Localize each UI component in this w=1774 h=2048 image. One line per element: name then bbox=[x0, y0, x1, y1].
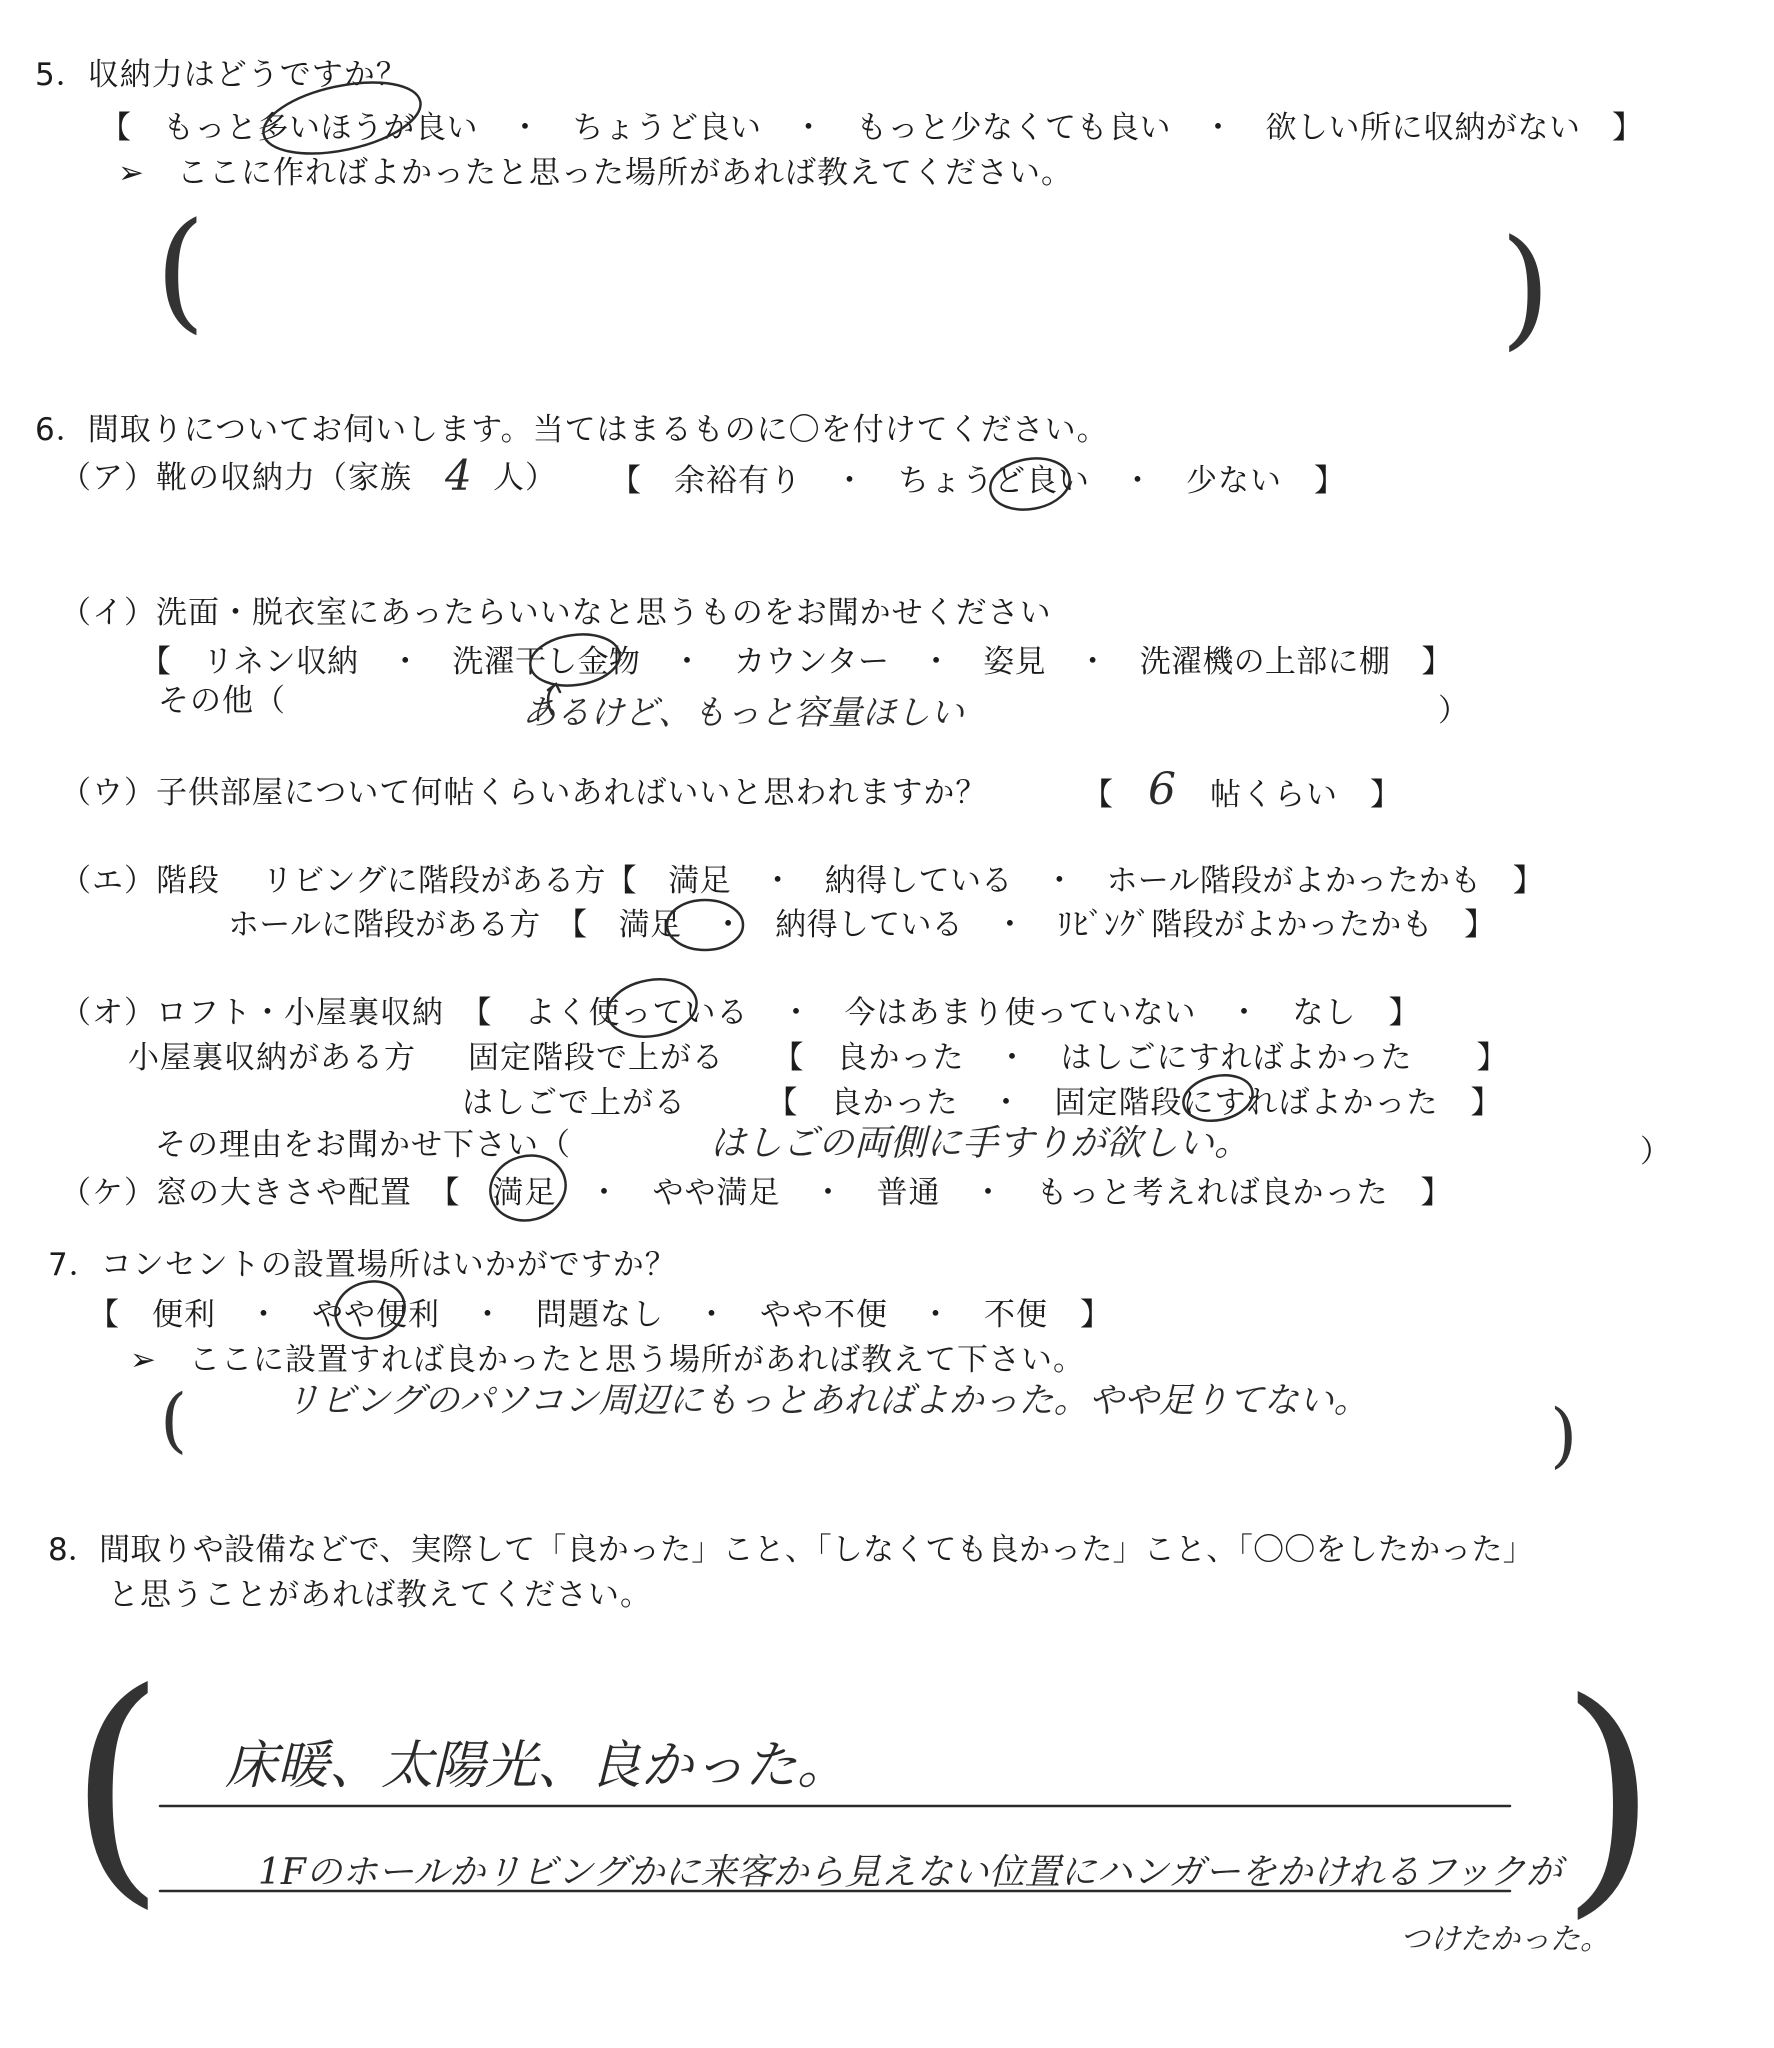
q5-answer-open-bracket: ( bbox=[155, 194, 206, 346]
q6-u-label: （ウ）子供部屋について何帖くらいあればいいと思われますか？ bbox=[60, 775, 988, 811]
q6-o-reason-answer: はしごの両側に手すりが欲しい。 bbox=[710, 1123, 1251, 1164]
q7-options: 【 便利 ・ やや便利 ・ 問題なし ・ やや不便 ・ 不便 】 bbox=[88, 1297, 1112, 1333]
q7-answer-open-bracket: ( bbox=[160, 1379, 188, 1461]
q6-e-hall: ホールに階段がある方 【 満足 ・ 納得している ・ ﾘﾋﾞﾝｸﾞ階段がよかったかも 】 bbox=[228, 907, 1496, 943]
q5-options: 【 もっと多いほうが良い ・ ちょうど良い ・ もっと少なくても良い ・ 欲しい所に収納がない 】 bbox=[100, 110, 1644, 146]
q7-prompt: ➢ ここに設置すれば良かったと思う場所があれば教えて下さい。 bbox=[130, 1342, 1085, 1378]
q6-a-label: （ア）靴の収納力（家族 bbox=[60, 460, 412, 496]
q5-title: 5．収納力はどうですか？ bbox=[35, 57, 408, 93]
q6-i-other-close: ） bbox=[1438, 693, 1470, 729]
q6-u-answer: 6 bbox=[1148, 764, 1176, 815]
q8-answer-close-bracket: ) bbox=[1560, 1649, 1658, 1940]
q6-o-reason-label: その理由をお聞かせ下さい（ bbox=[155, 1127, 571, 1163]
q6-ke-label: （ケ）窓の大きさや配置 【 満足 ・ やや満足 ・ 普通 ・ もっと考えれば良かった 】 bbox=[60, 1175, 1453, 1211]
q8-answer-open-bracket: ( bbox=[68, 1639, 166, 1930]
q6-e-living: リビングに階段がある方【 満足 ・ 納得している ・ ホール階段がよかったかも 】 bbox=[262, 863, 1545, 899]
q6-a-unit: 人） bbox=[493, 460, 557, 496]
q8-title-line2: と思うことがあれば教えてください。 bbox=[108, 1577, 652, 1613]
q7-title: 7．コンセントの設置場所はいかがですか？ bbox=[48, 1247, 677, 1283]
q6-a-family-answer: 4 bbox=[445, 451, 472, 500]
q6-title: 6．間取りについてお伺いします。当てはまるものに〇を付けてください。 bbox=[35, 412, 1109, 448]
q6-o-label: （オ）ロフト・小屋裏収納 【 よく使っている ・ 今はあまり使っていない ・ なし 】 bbox=[60, 995, 1421, 1031]
q5-prompt: ➢ ここに作ればよかったと思った場所があれば教えてください。 bbox=[118, 155, 1073, 191]
q5-answer-close-bracket: ) bbox=[1500, 211, 1551, 363]
q8-answer-line3: つけたかった。 bbox=[1400, 1922, 1610, 1957]
q6-a-options: 【 余裕有り ・ ちょうど良い ・ 少ない 】 bbox=[610, 463, 1346, 499]
q6-u-unit: 帖くらい 】 bbox=[1210, 777, 1402, 813]
q6-u-open: 【 bbox=[1082, 777, 1114, 813]
q8-title-line1: 8．間取りや設備などで、実際して「良かった」こと、「しなくても良かった」こと、「〇〇をしたかった」 bbox=[48, 1532, 1534, 1568]
q6-o-sub-label: 小屋裏収納がある方 bbox=[128, 1040, 416, 1076]
q6-o-fixed: 固定階段で上がる 【 良かった ・ はしごにすればよかった 】 bbox=[468, 1040, 1509, 1076]
q7-answer: リビングのパソコン周辺にもっとあればよかった。やや足りてない。 bbox=[285, 1381, 1369, 1421]
q6-i-other-answer: あるけど、もっと容量ほしい bbox=[522, 693, 964, 733]
q6-i-label: （イ）洗面・脱衣室にあったらいいなと思うものをお聞かせください bbox=[60, 595, 1052, 631]
q6-o-reason-close: ） bbox=[1640, 1134, 1672, 1170]
q6-i-other-label: その他（ bbox=[158, 683, 286, 719]
q8-answer-line1: 床暖、太陽光、良かった。 bbox=[225, 1736, 850, 1796]
q8-answer-line2: 1Fのホールかリビングかに来客から見えない位置にハンガーをかけれるフックが bbox=[258, 1852, 1562, 1893]
q6-e-label: （エ）階段 bbox=[60, 863, 220, 899]
q6-o-ladder: はしごで上がる 【 良かった ・ 固定階段にすればよかった 】 bbox=[462, 1085, 1503, 1121]
q6-i-options: 【 リネン収納 ・ 洗濯干し金物 ・ カウンター ・ 姿見 ・ 洗濯機の上部に棚 】 bbox=[140, 644, 1453, 680]
q7-answer-close-bracket: ) bbox=[1550, 1394, 1578, 1476]
